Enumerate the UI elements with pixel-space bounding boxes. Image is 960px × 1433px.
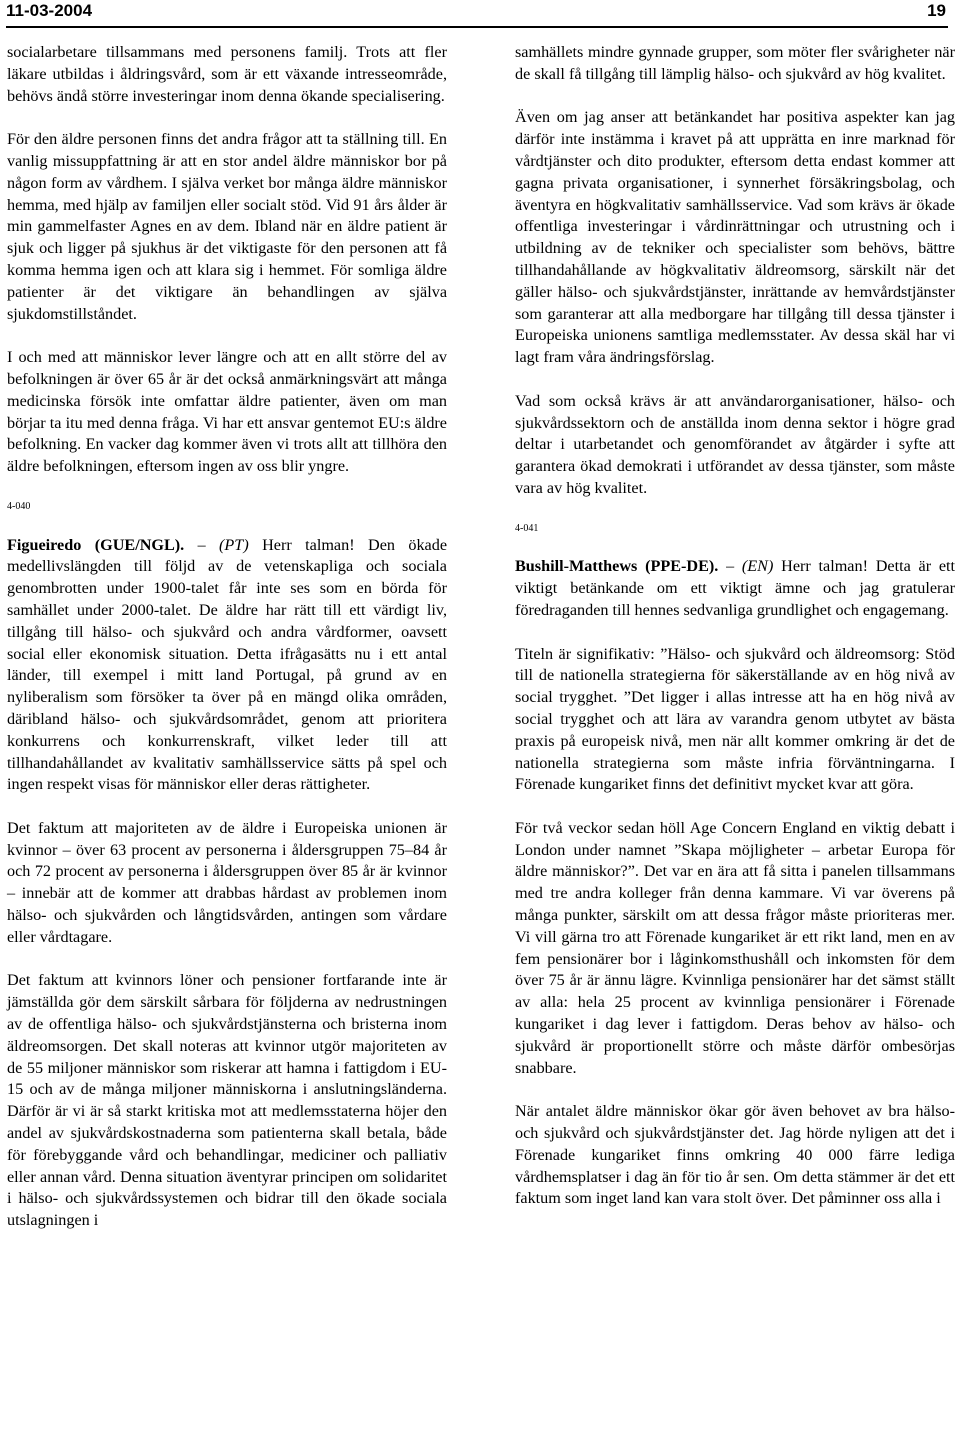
paragraph: Det faktum att majoriteten av de äldre i Europeiska unionen är kvinnor – över 63 procent av personerna i åldersgruppen 75–84 år och 72 procent av personerna i åldersgruppen över 85 år är kvinnor – innebär att de kommer att drabbas hårdast av problemen inom hälso- och sjukvården och långtidsvården, antingen som vårdare eller vårdtagare.	[7, 818, 447, 946]
speech-reference: 4-041	[515, 522, 539, 534]
speaker-name: Bushill-Matthews (PPE-DE).	[515, 557, 719, 576]
left-column	[7, 42, 447, 1232]
right-column	[515, 42, 955, 1210]
header-date: 11-03-2004	[6, 1, 93, 20]
language-tag: (EN)	[741, 557, 774, 576]
page-number: 19	[927, 1, 946, 20]
paragraph: I och med att människor lever längre och att en allt större del av befolkningen är över 65 år är det också anmärkningsvärt att många medicinska försök inte omfattar äldre patienter, även om man börjar ta itu med denna fråga. Vi har ett ansvar gentemot EU:s äldre befolkning. En vacker dag kommer även vi trots allt att tillhöra den äldre befolkningen, eftersom ingen av oss blir yngre.	[7, 348, 447, 476]
speech-paragraph: Bushill-Matthews (PPE-DE). – (EN) Herr talman! Detta är ett viktigt betänkande om ett viktigt ämne och jag gratulerar föredraganden till hennes sedvanliga grundlighet och engagemang.	[515, 557, 956, 619]
paragraph: För två veckor sedan höll Age Concern England en viktig debatt i London under namnet ”Skapa möjligheter – arbetar Europa för äldre människor?”. Det var en ära att få sitta i panelen tillsammans med tre andra kolleger från denna kammare. Vi var överens på många punkter, särskilt om att dessa frågor måste prioriteras mer. Vi vill gärna tro att Förenade kungariket är ett rikt land, men en av fem pensionärer bor i låginkomsthushåll och inkomsten för dem över 75 år är ännu lägre. Kvinnliga pensionärer har det sämst ställt av alla: hela 25 procent av kvinnliga pensionärer i Förenade kungariket i dag lever i fattigdom. Deras behov av hälso- och sjukvård är proportionellt större och måste därför ombesörjas snabbare.	[515, 818, 955, 1077]
speech-reference: 4-040	[7, 500, 31, 512]
paragraph: samhällets mindre gynnade grupper, som möter fler svårigheter när de skall få tillgång till lämplig hälso- och sjukvård av hög kvalitet.	[515, 43, 955, 83]
paragraph: Det faktum att kvinnors löner och pensioner fortfarande inte är jämställda gör dem särskilt sårbara för följderna av nedrustningen av de offentliga hälso- och sjukvårdstjänsterna och bristerna inom äldreomsorgen. Det skall noteras att kvinnor utgör majoriteten av de 55 miljoner människor som riskerar att hamna i fattigdom i EU-15 och av de många miljoner människorna i anslutningsländerna. Därför är vi är så starkt kritiska mot att medlemsstaterna höjer den andel av sjukvårdskostnaderna som patienterna skall betala, både för förebyggande vård och behandlingar, mediciner och palliativ eller annan vård. Denna situation äventyrar principen om solidaritet i hälso- och sjukvårdssystemen och bidrar till den ökade sociala utslagningen i	[7, 971, 447, 1230]
speech-text: Herr talman! Den ökade medellivslängden till följd av de vetenskapliga och sociala genombrotten under 1900-talet får inte ses som en börda för samhället under 2000-talet. De äldre har rätt till ett värdigt liv, tillgång till hälso- och sjukvård och andra vårdformer, oavsett social eller ekonomisk situation. Detta ifrågasätts nu i ett antal länder, till exempel i mitt land Portugal, på grund av en nyliberalism som försöker ta över på en mängd olika områden, däribland hälso- och sjukvårdsområdet, genom att prioritera konkurrens och konkurrenskraft, vilket leder till att tillhandahållandet av kvalitativ samhällsservice sätts på spel och ingen respekt visas för människor eller deras rättigheter.	[7, 535, 448, 794]
paragraph: Titeln är signifikativ: ”Hälso- och sjukvård och äldreomsorg: Stöd till de nationella strategierna för säkerställande av en hög nivå av social trygghet. ”Det ligger i allas intresse att ha en hög nivå av social trygghet och att lära av varandra genom utbytet av bästa praxis på europeisk nivå, men när allt kommer omkring är det de nationella strategierna som måste infria förväntningarna. I Förenade kungariket finns det definitivt mycket kvar att göra.	[515, 644, 955, 794]
language-tag: (PT)	[219, 535, 249, 554]
speech-paragraph: Figueiredo (GUE/NGL). – (PT) Herr talman! Den ökade medellivslängden till följd av de vetenskapliga och sociala genombrotten under 1900-talet får inte ses som en börda för samhället under 2000-talet. De äldre har rätt till ett värdigt liv, tillgång till hälso- och sjukvård och andra vårdformer, oavsett social eller ekonomisk situation. Detta ifrågasätts nu i ett antal länder, till exempel i mitt land Portugal, på grund av en nyliberalism som försöker ta över på en mängd olika områden, däribland hälso- och sjukvårdsområdet, genom att prioritera konkurrens och konkurrenskraft, vilket leder till att tillhandahållandet av kvalitativ samhällsservice sätts på spel och ingen respekt visas för människor eller deras rättigheter.	[7, 535, 448, 794]
header-rule	[6, 26, 948, 28]
paragraph: Vad som också krävs är att användarorganisationer, hälso- och sjukvårdssektorn och de anställda inom denna sektor i högre grad deltar i utarbetandet och genomförandet av åtgärder i syfte att garantera ökad demokrati i utförandet av dessa tjänster, som måste vara av hög kvalitet.	[515, 391, 955, 497]
speech-text: Herr talman! Detta är ett viktigt betänkande om ett viktigt ämne och jag gratulerar föredraganden till hennes sedvanliga grundlighet och engagemang.	[515, 557, 956, 619]
paragraph: socialarbetare tillsammans med personens familj. Trots att fler läkare utbildas i åldringsvård, som är ett växande intresseområde, behövs ändå större investeringar inom denna ökande specialisering.	[7, 43, 447, 105]
page-header	[6, 0, 946, 24]
speaker-name: Figueiredo (GUE/NGL).	[7, 535, 185, 554]
paragraph: När antalet äldre människor ökar gör även behovet av bra hälso- och sjukvård och sjukvårdstjänster det. Jag hörde nyligen att det i Förenade kungariket finns omkring 40 000 färre lediga vårdhemsplatser i dag än för tio år sen. Om detta stämmer är det ett faktum som inget land kan vara stolt över. Det påminner oss alla i	[515, 1102, 955, 1208]
paragraph: För den äldre personen finns det andra frågor att ta ställning till. En vanlig missuppfattning är att en stor andel äldre människor bor på någon form av vårdhem. I själva verket bor många äldre människor hemma, med hjälp av familjen eller socialt stöd. Vid 91 års ålder är min gammelfaster Agnes en av dem. Ibland när en äldre patient är sjuk och ligger på sjukhus är det viktigaste för den personen att få komma hemma igen och att klara sig i hemmet. För somliga äldre patienter är det viktigare än behandlingen av själva sjukdomstillståndet.	[7, 130, 447, 323]
paragraph: Även om jag anser att betänkandet har positiva aspekter kan jag därför inte instämma i kravet på att upprätta en inre marknad för vårdtjänster och dito produkter, eftersom detta endast kommer att gagna privata organisationer, i synnerhet försäkringsbolag, och äventyra en högkvalitativ samhällsservice. Vad som krävs är ökade offentliga investeringar i vårdinrättningar och utrustning och i utbildning av de tekniker och specialister som behövs, bättre tillhandahållande av högkvalitativ äldreomsorg, särskilt när det gäller hälso- och sjukvårdstjänster, inrättande av hemvårdstjänster som garanterar att alla medborgare har tillgång till dessa tjänster i Europeiska unionens samtliga medlemsstater. Av dessa skäl har vi lagt fram våra ändringsförslag.	[515, 108, 955, 367]
